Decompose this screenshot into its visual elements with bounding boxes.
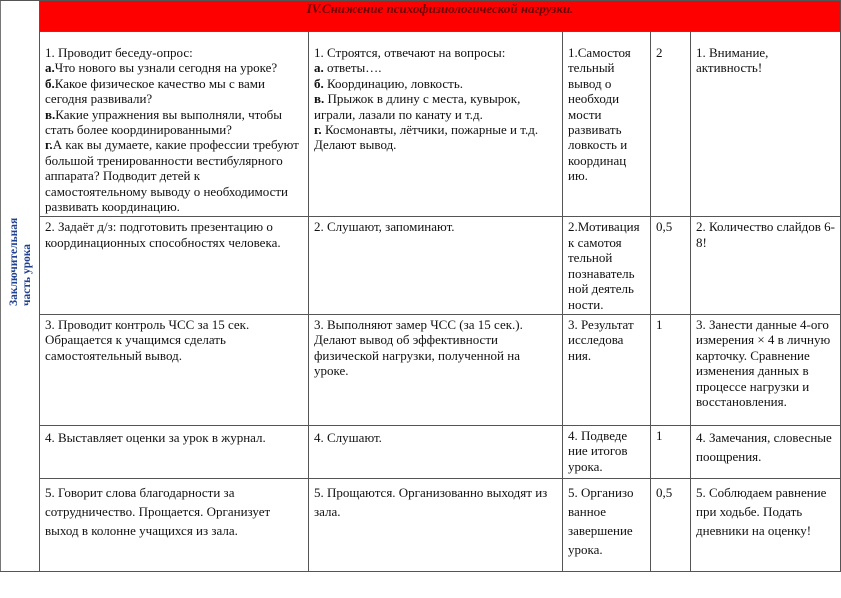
- side-label-line: часть урока: [21, 243, 33, 306]
- notes-cell: 3. Занести данные 4-ого измерения × 4 в личную карточку. Сравнение изменения данных в процессе нагрузки и восстановления.: [691, 314, 841, 425]
- score-cell: 0,5: [651, 478, 691, 571]
- score-cell: 0,5: [651, 217, 691, 314]
- table-row: [1, 478, 841, 571]
- notes-cell: 2. Количество слайдов 6-8!: [691, 217, 841, 314]
- student-activity-cell: 1. Строятся, отвечают на вопросы: а. ответы…. б. Координацию, ловкость. в. Прыжок в длину с места, кувырок, играли, лазали по канату и т.д. г. Космонавты, лётчики, пожарные и т.д. Делают вывод.: [309, 32, 563, 217]
- score-cell: 2: [651, 32, 691, 217]
- lesson-part-label: [1, 1, 40, 572]
- goal-cell: 3. Результат исследова ния.: [563, 314, 651, 425]
- student-activity-cell: 4. Слушают.: [309, 425, 563, 478]
- teacher-activity-cell: 5. Говорит слова благодарности за сотрудничество. Прощается. Организует выход в колонне учащихся из зала.: [40, 478, 309, 571]
- goal-cell: 4. Подведе ние итогов урока.: [563, 425, 651, 478]
- teacher-activity-cell: 4. Выставляет оценки за урок в журнал.: [40, 425, 309, 478]
- table-row: [1, 32, 841, 217]
- goal-cell: 1.Самостоя тельный вывод о необходи мости развивать ловкость и координац ию.: [563, 32, 651, 217]
- section-title: IV.Снижение психофизиологической нагрузки.: [40, 1, 841, 32]
- teacher-activity-cell: 1. Проводит беседу-опрос: а.Что нового вы узнали сегодня на уроке? б.Какое физическое качество мы с вами сегодня развивали? в.Какие упражнения вы выполняли, чтобы стать более координированными? г.А как вы думаете, какие профессии требуют большой тренированности вестибулярного аппарата? Подводит детей к самостоятельному выводу о необходимости развивать координацию.: [40, 32, 309, 217]
- goal-cell: 5. Организо ванное завершение урока.: [563, 478, 651, 571]
- table-row: [1, 314, 841, 425]
- notes-cell: 5. Соблюдаем равнение при ходьбе. Подать дневники на оценку!: [691, 478, 841, 571]
- goal-cell: 2.Мотивация к самотоя тельной познаватель ной деятель ности.: [563, 217, 651, 314]
- side-label-line: Заключительная: [8, 217, 20, 306]
- table-row: [1, 217, 841, 314]
- student-activity-cell: 2. Слушают, запоминают.: [309, 217, 563, 314]
- table-row: [1, 425, 841, 478]
- student-activity-cell: 3. Выполняют замер ЧСС (за 15 сек.). Делают вывод об эффективности физической нагрузки, полученной на уроке.: [309, 314, 563, 425]
- score-cell: 1: [651, 425, 691, 478]
- notes-cell: 4. Замечания, словесные поощрения.: [691, 425, 841, 478]
- student-activity-cell: 5. Прощаются. Организованно выходят из зала.: [309, 478, 563, 571]
- notes-cell: 1. Внимание, активность!: [691, 32, 841, 217]
- score-cell: 1: [651, 314, 691, 425]
- teacher-activity-cell: 3. Проводит контроль ЧСС за 15 сек. Обращается к учащимся сделать самостоятельный вывод.: [40, 314, 309, 425]
- teacher-activity-cell: 2. Задаёт д/з: подготовить презентацию о координационных способностях человека.: [40, 217, 309, 314]
